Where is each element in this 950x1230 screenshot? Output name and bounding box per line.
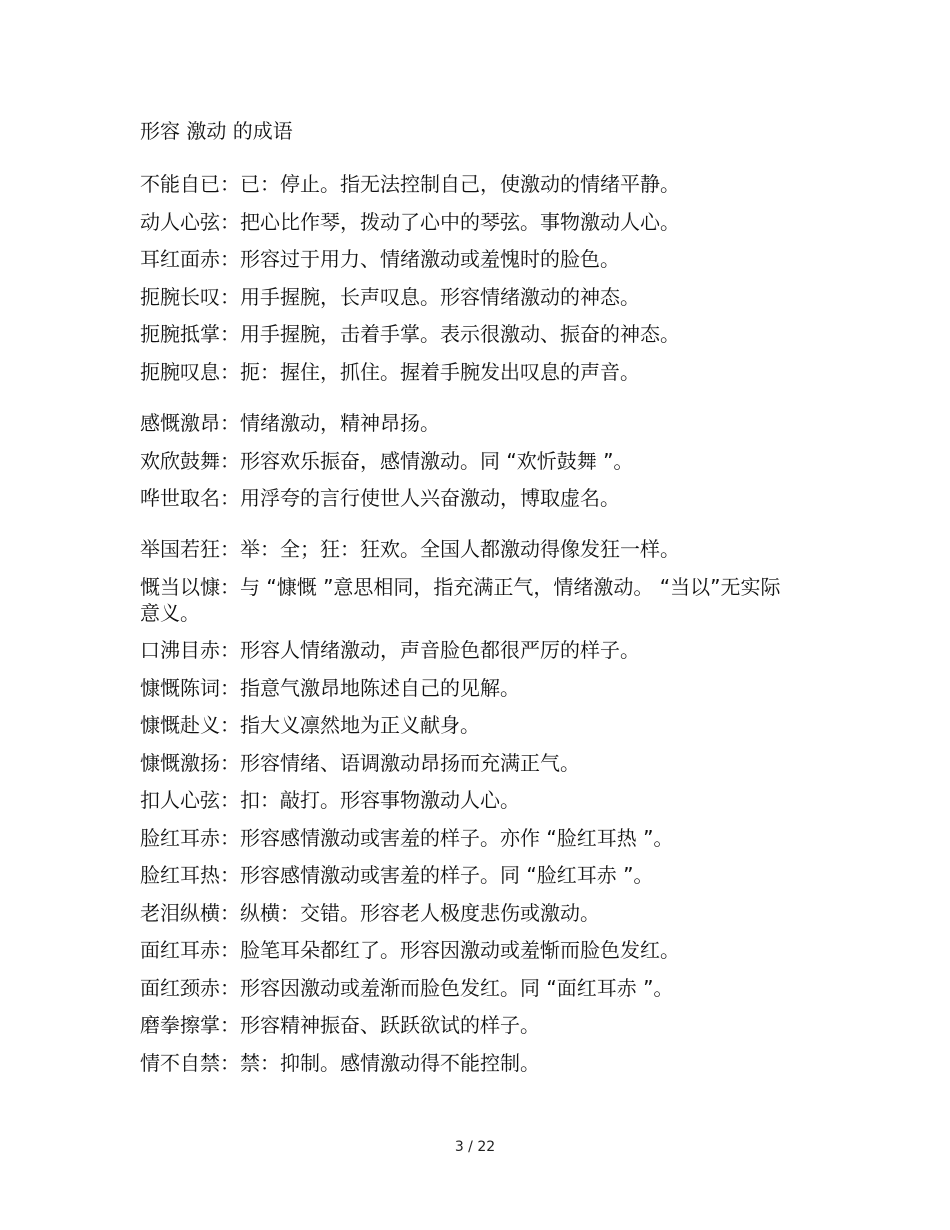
idiom-entry: 扣人心弦：扣：敲打。形容事物激动人心。 <box>140 788 520 812</box>
idiom-entry: 欢欣鼓舞：形容欢乐振奋，感情激动。同 “欢忻鼓舞 ”。 <box>140 448 634 473</box>
idiom-entry: 老泪纵横：纵横：交错。形容老人极度悲伤或激动。 <box>140 900 600 925</box>
idiom-entry: 耳红面赤：形容过于用力、情绪激动或羞愧时的脸色。 <box>140 247 620 271</box>
idiom-entry: 口沸目赤：形容人情绪激动，声音脸色都很严厉的样子。 <box>140 638 640 662</box>
idiom-entry: 慷慨陈词：指意气激昂地陈述自己的见解。 <box>140 675 520 700</box>
idiom-entry: 脸红耳赤：形容感情激动或害羞的样子。亦作 “脸红耳热 ”。 <box>140 825 674 850</box>
idiom-entry: 慷慨赴义：指大义凛然地为正义献身。 <box>140 713 480 737</box>
idiom-entry: 情不自禁：禁：抑制。感情激动得不能控制。 <box>140 1050 540 1075</box>
idiom-group-3 <box>140 536 800 1087</box>
idiom-entry: 举国若狂：举：全；狂：狂欢。全国人都激动得像发狂一样。 <box>140 537 680 561</box>
idiom-entry: 面红耳赤：脸笔耳朵都红了。形容因激动或羞惭而脸色发红。 <box>140 938 680 962</box>
idiom-entry: 不能自已：已：停止。指无法控制自己，使激动的情绪平静。 <box>140 172 680 196</box>
idiom-entry: 哗世取名：用浮夸的言行使世人兴奋激动，博取虚名。 <box>140 486 620 510</box>
idiom-entry: 磨拳擦掌：形容精神振奋、跃跃欲试的样子。 <box>140 1013 540 1037</box>
idiom-entry: 扼腕抵掌：用手握腕，击着手掌。表示很激动、振奋的神态。 <box>140 322 680 346</box>
idiom-group-1 <box>140 171 800 396</box>
page-title: 形容 激动 的成语 <box>140 119 293 143</box>
idiom-entry: 动人心弦：把心比作琴，拨动了心中的琴弦。事物激动人心。 <box>140 209 680 234</box>
idiom-entry: 面红颈赤：形容因激动或羞渐而脸色发红。同 “面红耳赤 ”。 <box>140 975 674 1000</box>
idiom-entry: 脸红耳热：形容感情激动或害羞的样子。同 “脸红耳赤 ”。 <box>140 863 654 887</box>
idiom-entry: 慨当以慷：与 “慷慨 ”意思相同，指充满正气，情绪激动。 “当以”无实际意义。 <box>140 574 781 625</box>
idiom-entry: 扼腕叹息：扼：握住，抓住。握着手腕发出叹息的声音。 <box>140 359 640 384</box>
idiom-group-2 <box>140 410 800 523</box>
idiom-entry: 扼腕长叹：用手握腕，长声叹息。形容情绪激动的神态。 <box>140 284 640 309</box>
idiom-entry: 感慨激昂：情绪激动，精神昂扬。 <box>140 411 440 435</box>
idiom-entry: 慷慨激扬：形容情绪、语调激动昂扬而充满正气。 <box>140 750 580 775</box>
page-number: 3 / 22 <box>454 1139 496 1155</box>
